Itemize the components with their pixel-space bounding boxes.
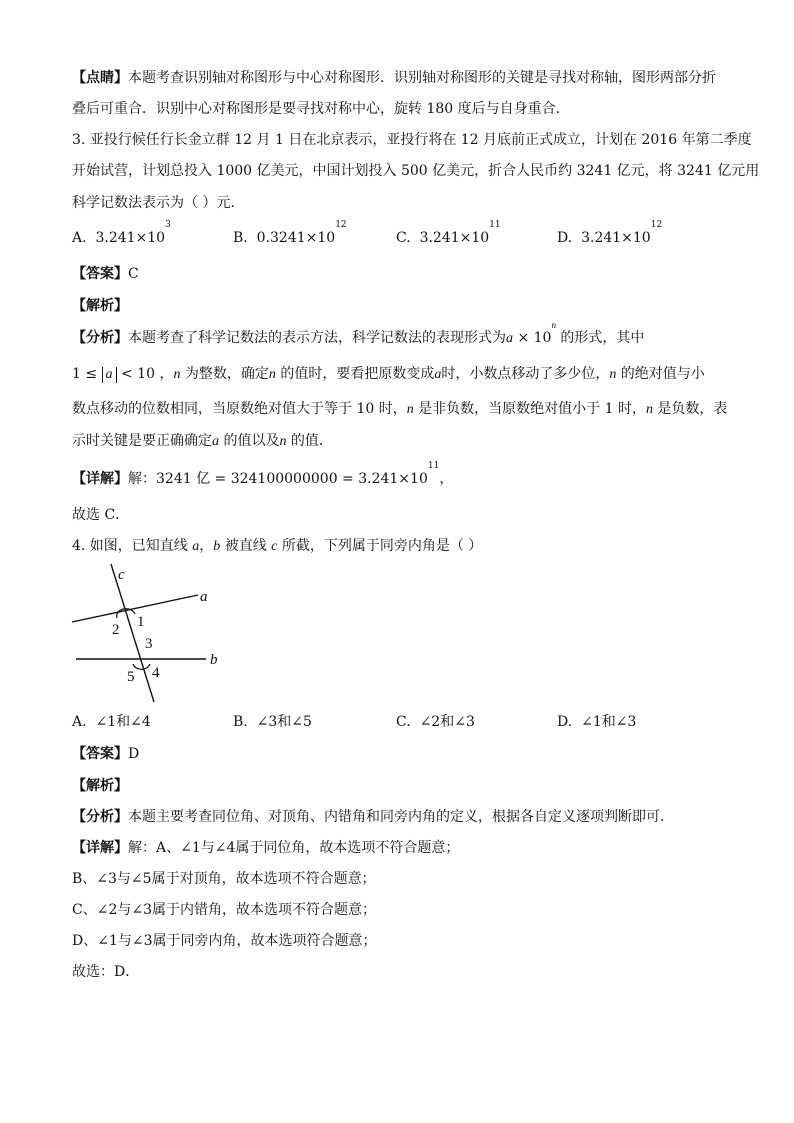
- q4-conclusion: 故选：D．: [72, 964, 140, 980]
- q4-xiangjie-line3: C、∠2与∠3属于内错角，故本选项不符合题意；: [72, 902, 376, 918]
- label-4: 4: [152, 665, 160, 681]
- q4-option-c: C. ∠2和∠3: [396, 714, 475, 730]
- q4-answer: 【答案】D: [72, 746, 140, 762]
- label-3: 3: [145, 636, 153, 652]
- q3-answer: 【答案】C: [72, 266, 139, 282]
- q3-fenxi-line2: 1 ≤ a < 10 ，n 为整数，确定n 的值时，要看把原数变成a时，小数点移动了多少位，n 的绝对值与小: [72, 366, 705, 382]
- q4-option-b: B. ∠3和∠5: [233, 714, 312, 730]
- q3-fenxi-line1: 【分析】本题考查了科学记数法的表示方法，科学记数法的表现形式为$a \times 10^n$ 的形式，其中: [72, 320, 645, 346]
- q4-jiexi-label: 【解析】: [72, 778, 128, 794]
- q4-option-d: D. ∠1和∠3: [557, 714, 637, 730]
- label-1: 1: [137, 614, 145, 630]
- dianjing-line1: 【点睛】本题考查识别轴对称图形与中心对称图形．识别轴对称图形的关键是寻找对称轴，图形两部分折: [72, 70, 716, 86]
- q3-option-d: D. $3.241\times 10^{12}$: [557, 220, 663, 246]
- dianjing-line2: 叠后可重合．识别中心对称图形是要寻找对称中心，旋转 180 度后与自身重合．: [72, 101, 570, 117]
- q4-xiangjie-line2: B、∠3与∠5属于对顶角，故本选项不符合题意；: [72, 871, 376, 887]
- q3-fenxi-line4: 示时关键是要正确确定a 的值以及n 的值．: [72, 433, 333, 449]
- q4-option-a: A. ∠1和∠4: [72, 714, 151, 730]
- q3-xiangjie: 【详解】解：3241 亿 = $324100000000 = 3.241\times 10^{11}$，: [72, 461, 454, 487]
- angle-arc-lower: [133, 664, 150, 669]
- q3-stem-line2: 开始试营，计划总投入 1000 亿美元，中国计划投入 500 亿美元，折合人民币约 3241 亿元，将 3241 亿元用: [72, 163, 760, 179]
- label-2: 2: [112, 622, 120, 638]
- q3-stem-line3: 科学记数法表示为（ ）元．: [72, 195, 245, 211]
- q4-figure: [60, 560, 240, 710]
- q3-jiexi-label: 【解析】: [72, 298, 128, 314]
- label-b: b: [210, 652, 218, 668]
- q3-stem-line1: 3. 亚投行候任行长金立群 12 月 1 日在北京表示，亚投行将在 12 月底前正式成立，计划在 2016 年第二季度: [72, 132, 752, 148]
- q3-fenxi-line3: 数点移动的位数相同，当原数绝对值大于等于 10 时，n 是非负数，当原数绝对值小于 1 时，n 是负数，表: [72, 401, 728, 417]
- dianjing-label: 【点睛】: [72, 70, 128, 86]
- q3-option-a: A. $3.241\times 10^3$: [72, 220, 171, 246]
- q4-xiangjie-line1: 【详解】解：A、∠1与∠4属于同位角，故本选项不符合题意；: [72, 840, 460, 856]
- label-5: 5: [127, 669, 135, 685]
- q3-option-c: C. $3.241\times 10^{11}$: [396, 220, 501, 246]
- q3-conclusion: 故选 C．: [72, 507, 130, 523]
- q3-option-b: B. $0.3241\times 10^{12}$: [233, 220, 347, 246]
- label-c: c: [118, 567, 125, 583]
- label-a: a: [200, 589, 208, 605]
- q4-stem: 4. 如图，已知直线 a，b 被直线 c 所截，下列属于同旁内角是（ ）: [72, 538, 483, 554]
- line-a: [72, 595, 198, 622]
- q4-xiangjie-line4: D、∠1与∠3属于同旁内角，故本选项符合题意；: [72, 933, 377, 949]
- q4-fenxi: 【分析】本题主要考查同位角、对顶角、内错角和同旁内角的定义，根据各自定义逐项判断即可．: [72, 809, 674, 825]
